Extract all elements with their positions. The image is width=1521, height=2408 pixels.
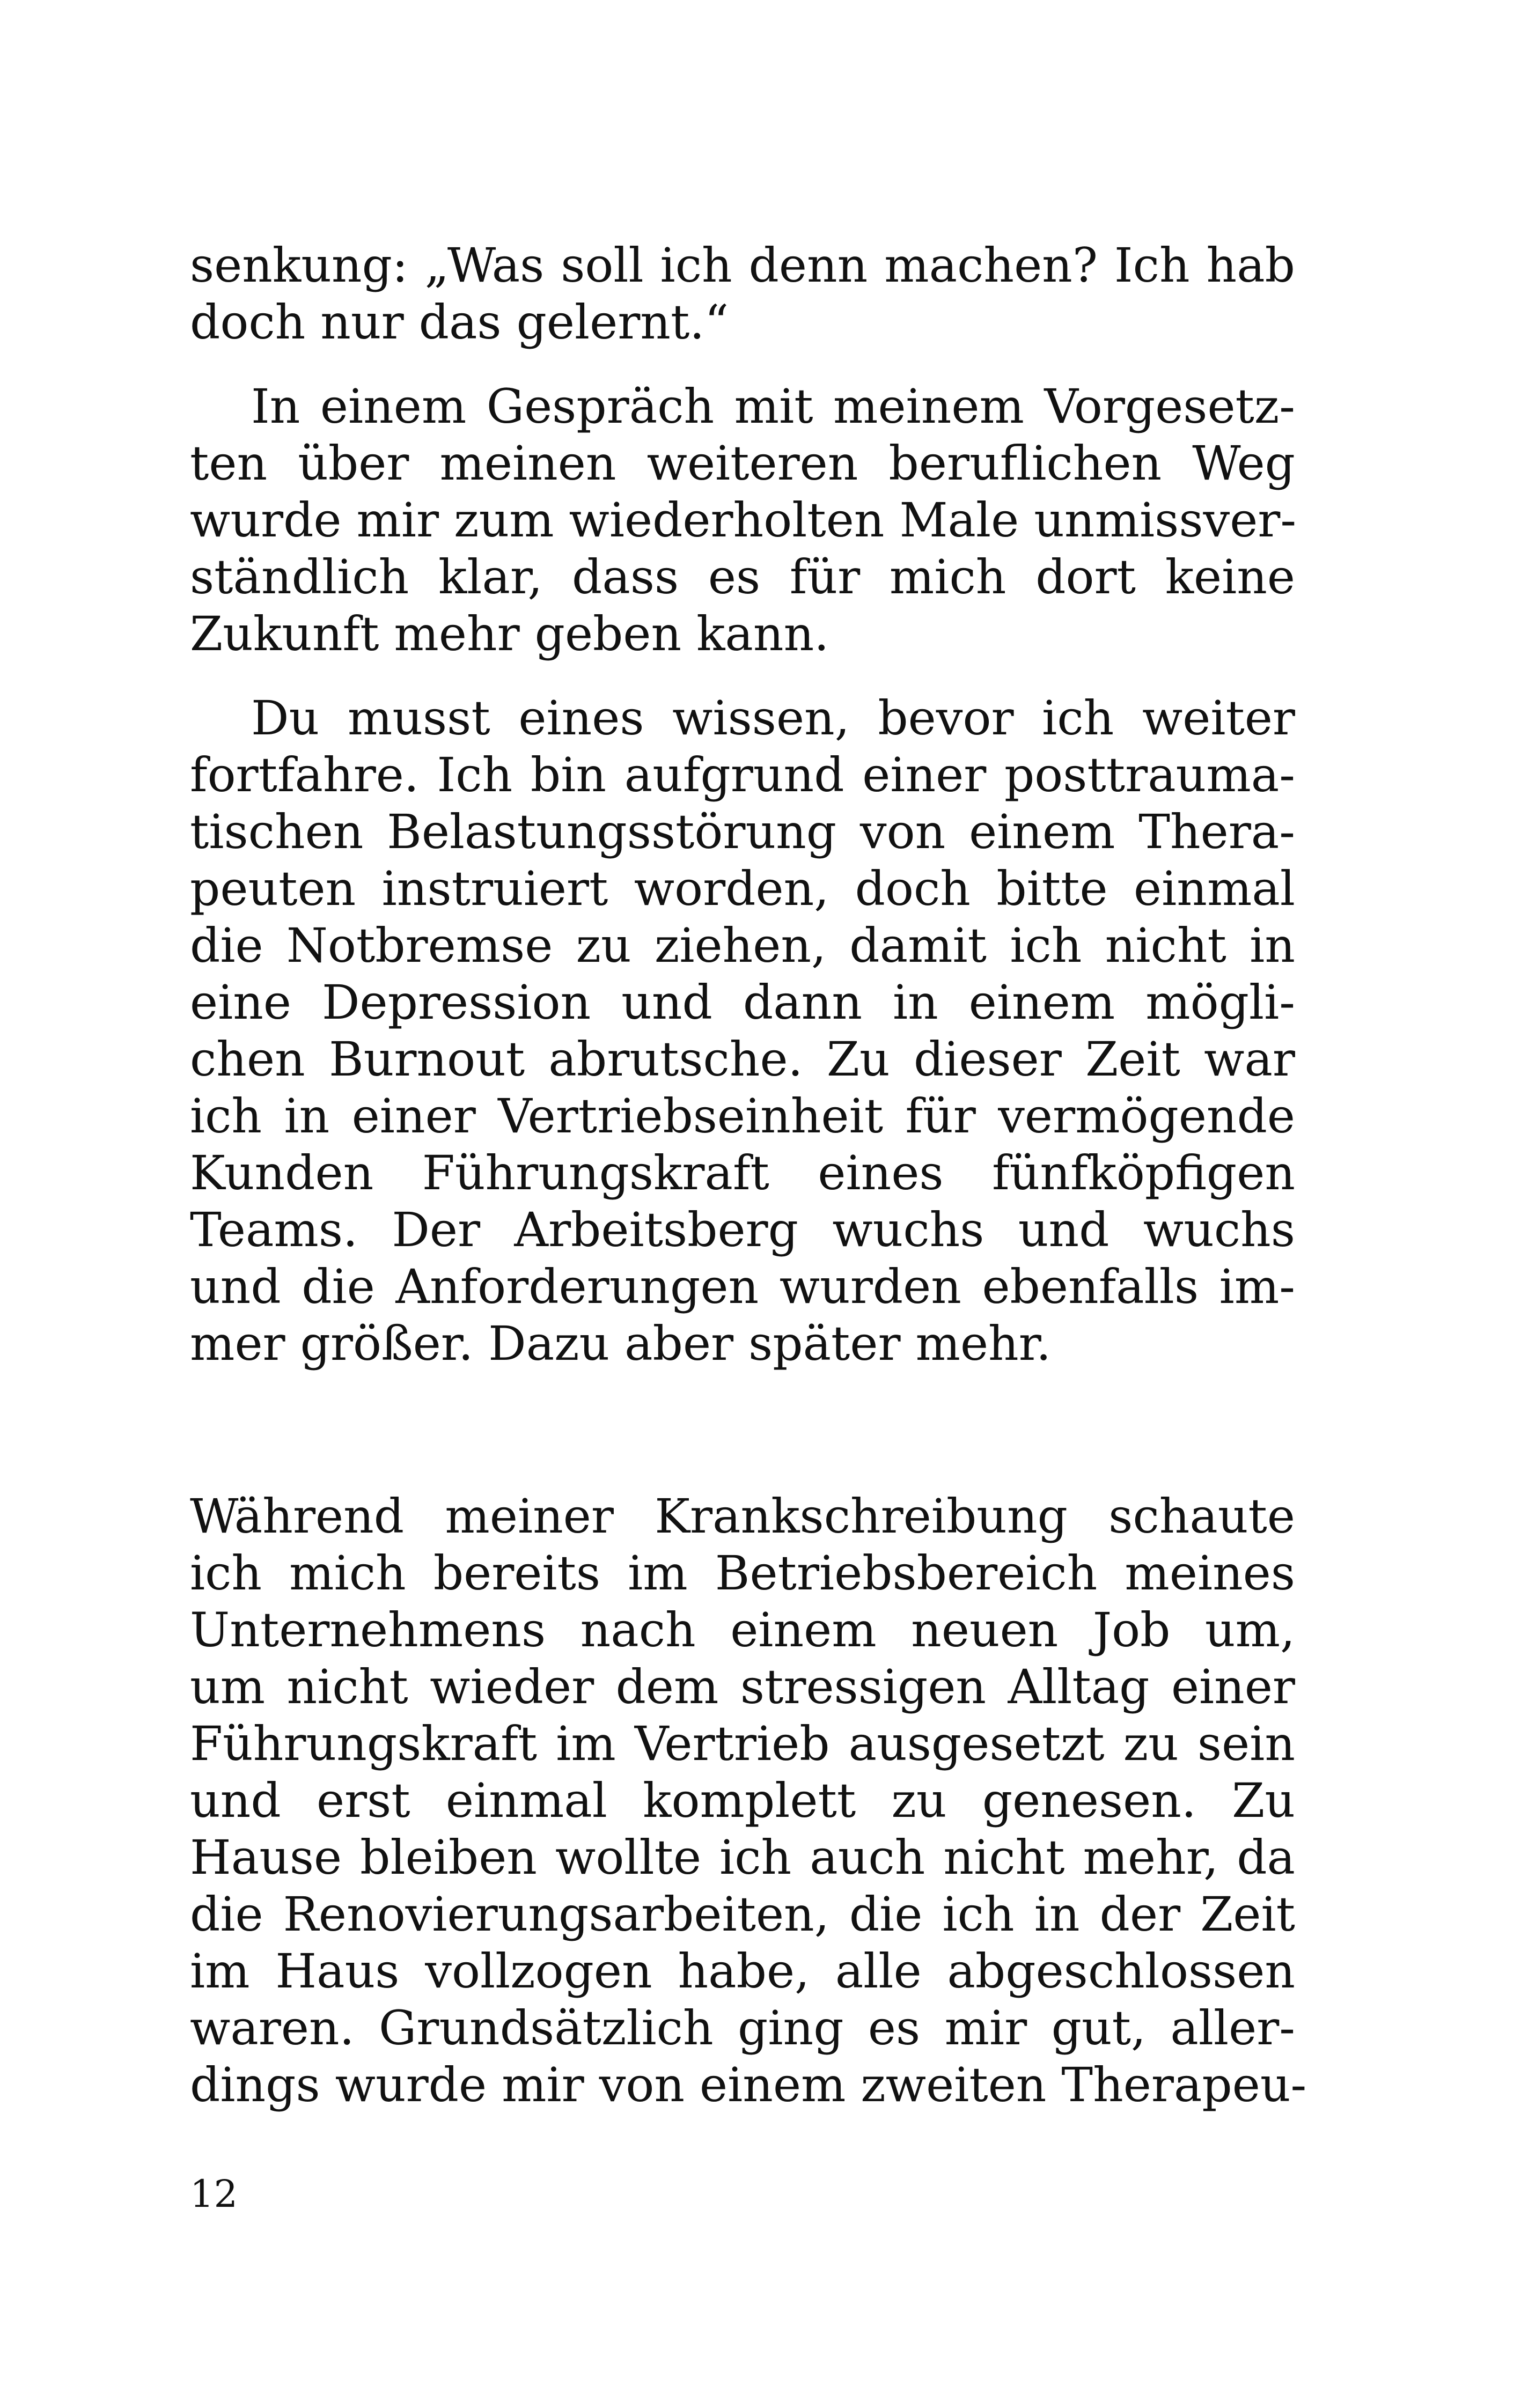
text-line: tischen Belastungsstörung von einem Thera- bbox=[190, 804, 1295, 859]
text-line: die Notbremse zu ziehen, damit ich nicht in bbox=[190, 918, 1295, 973]
text-line: In einem Gespräch mit meinem Vorgesetz- bbox=[251, 379, 1295, 434]
text-line: senkung: „Was soll ich denn machen? Ich hab bbox=[190, 238, 1295, 293]
text-line: und die Anforderungen wurden ebenfalls im- bbox=[190, 1259, 1295, 1314]
text-line: ich in einer Vertriebseinheit für vermögende bbox=[190, 1088, 1295, 1144]
text-line: um nicht wieder dem stressigen Alltag einer bbox=[190, 1659, 1295, 1714]
text-line: peuten instruiert worden, doch bitte einmal bbox=[190, 861, 1295, 916]
text-line: und erst einmal komplett zu genesen. Zu bbox=[190, 1773, 1295, 1828]
text-line: Hause bleiben wollte ich auch nicht mehr, da bbox=[190, 1830, 1295, 1885]
text-line: Führungskraft im Vertrieb ausgesetzt zu sein bbox=[190, 1716, 1295, 1771]
text-line: ten über meinen weiteren beruflichen Weg bbox=[190, 436, 1295, 491]
text-line: Teams. Der Arbeitsberg wuchs und wuchs bbox=[190, 1202, 1295, 1257]
text-line: waren. Grundsätzlich ging es mir gut, aller- bbox=[190, 2000, 1295, 2056]
text-line: wurde mir zum wiederholten Male unmissver- bbox=[190, 492, 1297, 548]
text-line: mer größer. Dazu aber später mehr. bbox=[190, 1316, 1052, 1371]
text-line: Unternehmens nach einem neuen Job um, bbox=[190, 1602, 1295, 1658]
text-line: Du musst eines wissen, bevor ich weiter bbox=[251, 690, 1295, 746]
text-line: Kunden Führungskraft eines fünfköpfigen bbox=[190, 1145, 1295, 1201]
text-line: im Haus vollzogen habe, alle abgeschlossen bbox=[190, 1943, 1295, 1999]
text-line: Zukunft mehr geben kann. bbox=[190, 606, 829, 661]
text-line: chen Burnout abrutsche. Zu dieser Zeit war bbox=[190, 1032, 1295, 1087]
text-line: die Renovierungsarbeiten, die ich in der Zeit bbox=[190, 1887, 1295, 1942]
text-line: Während meiner Krankschreibung schaute bbox=[190, 1489, 1295, 1544]
text-line: eine Depression und dann in einem mögli- bbox=[190, 975, 1295, 1030]
text-line: ständlich klar, dass es für mich dort keine bbox=[190, 549, 1295, 605]
text-line: fortfahre. Ich bin aufgrund einer posttrauma- bbox=[190, 747, 1295, 802]
text-line: doch nur das gelernt.“ bbox=[190, 294, 729, 350]
page-number: 12 bbox=[190, 2172, 238, 2216]
text-line: dings wurde mir von einem zweiten Therapeu- bbox=[190, 2057, 1307, 2112]
text-line: ich mich bereits im Betriebsbereich meines bbox=[190, 1545, 1295, 1601]
